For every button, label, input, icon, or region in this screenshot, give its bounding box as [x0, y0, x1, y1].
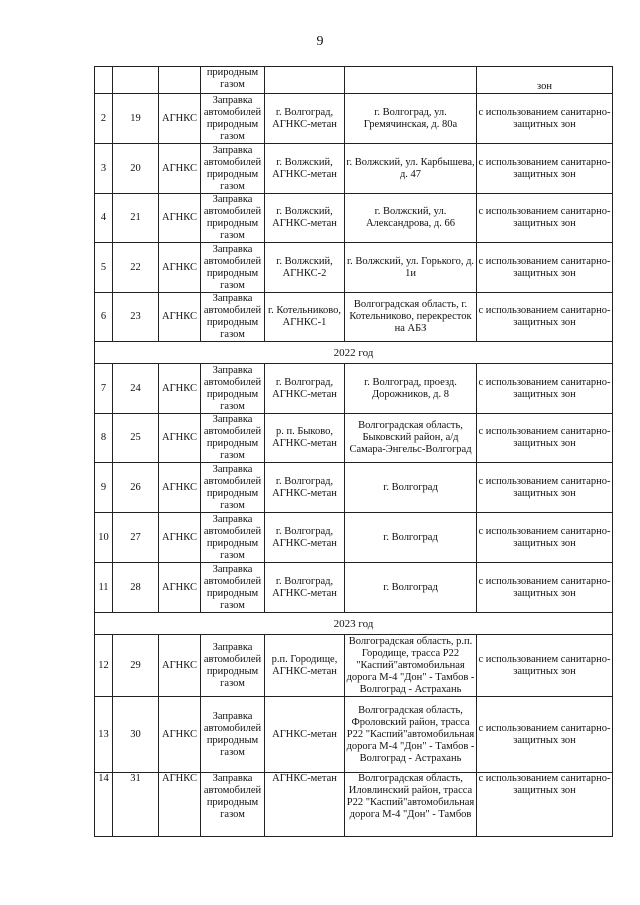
cell-type: АГНКС: [159, 773, 201, 837]
cell-id: 22: [113, 243, 159, 293]
cell-type: АГНКС: [159, 414, 201, 463]
cell-number: 9: [95, 463, 113, 513]
cell-id: 21: [113, 194, 159, 243]
cell-number: 12: [95, 635, 113, 697]
cell-type: АГНКС: [159, 364, 201, 414]
cell-id: 29: [113, 635, 159, 697]
cell-address: г. Волжский, ул. Горького, д. 1и: [345, 243, 477, 293]
cell-purpose: Заправка автомобилей природным газом: [201, 144, 265, 194]
cell-purpose: Заправка автомобилей природным газом: [201, 563, 265, 613]
cell-address: г. Волгоград: [345, 463, 477, 513]
cell-address: г. Волгоград: [345, 563, 477, 613]
cell-type: АГНКС: [159, 635, 201, 697]
cell-name: АГНКС-метан: [265, 697, 345, 773]
year-label: 2022 год: [95, 342, 613, 364]
table-row: [95, 414, 613, 463]
cell-address: г. Волгоград: [345, 513, 477, 563]
cell-name: г. Волгоград, АГНКС-метан: [265, 563, 345, 613]
cell-id: 24: [113, 364, 159, 414]
cell-protection: с использованием санитарно-защитных зон: [477, 463, 613, 513]
table-row: [95, 144, 613, 194]
cell-id: 19: [113, 94, 159, 144]
cell-protection: с использованием санитарно-защитных зон: [477, 243, 613, 293]
cell-name: г. Волгоград, АГНКС-метан: [265, 364, 345, 414]
cell-purpose: Заправка автомобилей природным газом: [201, 293, 265, 342]
table-row: [95, 364, 613, 414]
cell-protection: с использованием санитарно-защитных зон: [477, 513, 613, 563]
cell-protection: с использованием санитарно-защитных зон: [477, 94, 613, 144]
cell-name: г. Котельниково, АГНКС-1: [265, 293, 345, 342]
cell-purpose: Заправка автомобилей природным газом: [201, 463, 265, 513]
cell-name: г. Волжский, АГНКС-2: [265, 243, 345, 293]
table-row: [95, 194, 613, 243]
cell-type: АГНКС: [159, 94, 201, 144]
page-number: 9: [316, 34, 324, 49]
table-row: [95, 293, 613, 342]
cell-number: 2: [95, 94, 113, 144]
cell-number: 6: [95, 293, 113, 342]
cell-name: г. Волгоград, АГНКС-метан: [265, 513, 345, 563]
cell-n: [95, 67, 113, 94]
stations-table: [94, 66, 613, 837]
cell-name: р. п. Быково, АГНКС-метан: [265, 414, 345, 463]
cell-name: г. Волгоград, АГНКС-метан: [265, 463, 345, 513]
cell-name: [265, 67, 345, 94]
cell-number: 4: [95, 194, 113, 243]
cell-type: [159, 67, 201, 94]
cell-protection: с использованием санитарно-защитных зон: [477, 364, 613, 414]
table-row: [95, 463, 613, 513]
table-row: [95, 513, 613, 563]
stations-table-body: [95, 67, 613, 837]
year-label: 2023 год: [95, 613, 613, 635]
year-header-row: [95, 342, 613, 364]
cell-type: АГНКС: [159, 243, 201, 293]
stamp-mark: [540, 884, 614, 894]
cell-purpose: Заправка автомобилей природным газом: [201, 513, 265, 563]
cell-number: 14: [95, 773, 113, 837]
cell-purpose: Заправка автомобилей природным газом: [201, 194, 265, 243]
cell-type: АГНКС: [159, 463, 201, 513]
cell-id: 23: [113, 293, 159, 342]
cell-protection: с использованием санитарно-защитных зон: [477, 194, 613, 243]
cell-purpose: природным газом: [201, 67, 265, 94]
cell-address: г. Волгоград, проезд. Дорожников, д. 8: [345, 364, 477, 414]
year-header-row: [95, 613, 613, 635]
cell-type: АГНКС: [159, 144, 201, 194]
cell-number: 10: [95, 513, 113, 563]
cell-protection: зон: [477, 67, 613, 94]
cell-number: 11: [95, 563, 113, 613]
cell-name: АГНКС-метан: [265, 773, 345, 837]
table-row: [95, 773, 613, 837]
cell-type: АГНКС: [159, 513, 201, 563]
cell-address: [345, 67, 477, 94]
cell-purpose: Заправка автомобилей природным газом: [201, 243, 265, 293]
cell-address: г. Волжский, ул. Карбышева, д. 47: [345, 144, 477, 194]
continuation-row: [95, 67, 613, 94]
cell-type: АГНКС: [159, 194, 201, 243]
cell-protection: с использованием санитарно-защитных зон: [477, 697, 613, 773]
cell-address: г. Волгоград, ул. Гремячинская, д. 80а: [345, 94, 477, 144]
cell-address: Волгоградская область, Иловлинский район, трасса Р22 "Каспий"автомобильная дорога М-4 "Дон" - Тамбов: [345, 773, 477, 837]
cell-protection: с использованием санитарно-защитных зон: [477, 563, 613, 613]
cell-id: 28: [113, 563, 159, 613]
cell-purpose: Заправка автомобилей природным газом: [201, 414, 265, 463]
cell-purpose: Заправка автомобилей природным газом: [201, 94, 265, 144]
cell-name: г. Волжский, АГНКС-метан: [265, 144, 345, 194]
cell-number: 13: [95, 697, 113, 773]
cell-purpose: Заправка автомобилей природным газом: [201, 773, 265, 837]
cell-protection: с использованием санитарно-защитных зон: [477, 293, 613, 342]
cell-name: г. Волгоград, АГНКС-метан: [265, 94, 345, 144]
cell-address: Волгоградская область, г. Котельниково, перекресток на АБЗ: [345, 293, 477, 342]
cell-name: р.п. Городище, АГНКС-метан: [265, 635, 345, 697]
cell-number: 3: [95, 144, 113, 194]
table-row: [95, 94, 613, 144]
cell-type: АГНКС: [159, 563, 201, 613]
cell-purpose: Заправка автомобилей природным газом: [201, 697, 265, 773]
cell-type: АГНКС: [159, 697, 201, 773]
cell-address: Волгоградская область, Быковский район, а/д Самара-Энгельс-Волгоград: [345, 414, 477, 463]
cell-id: [113, 67, 159, 94]
cell-id: 30: [113, 697, 159, 773]
cell-number: 7: [95, 364, 113, 414]
table-row: [95, 563, 613, 613]
cell-number: 5: [95, 243, 113, 293]
cell-number: 8: [95, 414, 113, 463]
table-row: [95, 697, 613, 773]
cell-protection: с использованием санитарно-защитных зон: [477, 635, 613, 697]
table-row: [95, 635, 613, 697]
cell-protection: с использованием санитарно-защитных зон: [477, 144, 613, 194]
cell-protection: с использованием санитарно-защитных зон: [477, 414, 613, 463]
cell-id: 26: [113, 463, 159, 513]
table-row: [95, 243, 613, 293]
cell-id: 31: [113, 773, 159, 837]
cell-protection: с использованием санитарно-защитных зон: [477, 773, 613, 837]
cell-purpose: Заправка автомобилей природным газом: [201, 635, 265, 697]
cell-purpose: Заправка автомобилей природным газом: [201, 364, 265, 414]
cell-address: Волгоградская область, р.п. Городище, трасса Р22 "Каспий"автомобильная дорога М-4 "Дон" - Тамбов - Волгоград - Астрахань: [345, 635, 477, 697]
cell-name: г. Волжский, АГНКС-метан: [265, 194, 345, 243]
cell-id: 27: [113, 513, 159, 563]
cell-address: Волгоградская область, Фроловский район, трасса Р22 "Каспий"автомобильная дорога М-4 "Дон" - Тамбов - Волгоград - Астрахань: [345, 697, 477, 773]
cell-address: г. Волжский, ул. Александрова, д. 66: [345, 194, 477, 243]
cell-id: 25: [113, 414, 159, 463]
cell-id: 20: [113, 144, 159, 194]
cell-type: АГНКС: [159, 293, 201, 342]
